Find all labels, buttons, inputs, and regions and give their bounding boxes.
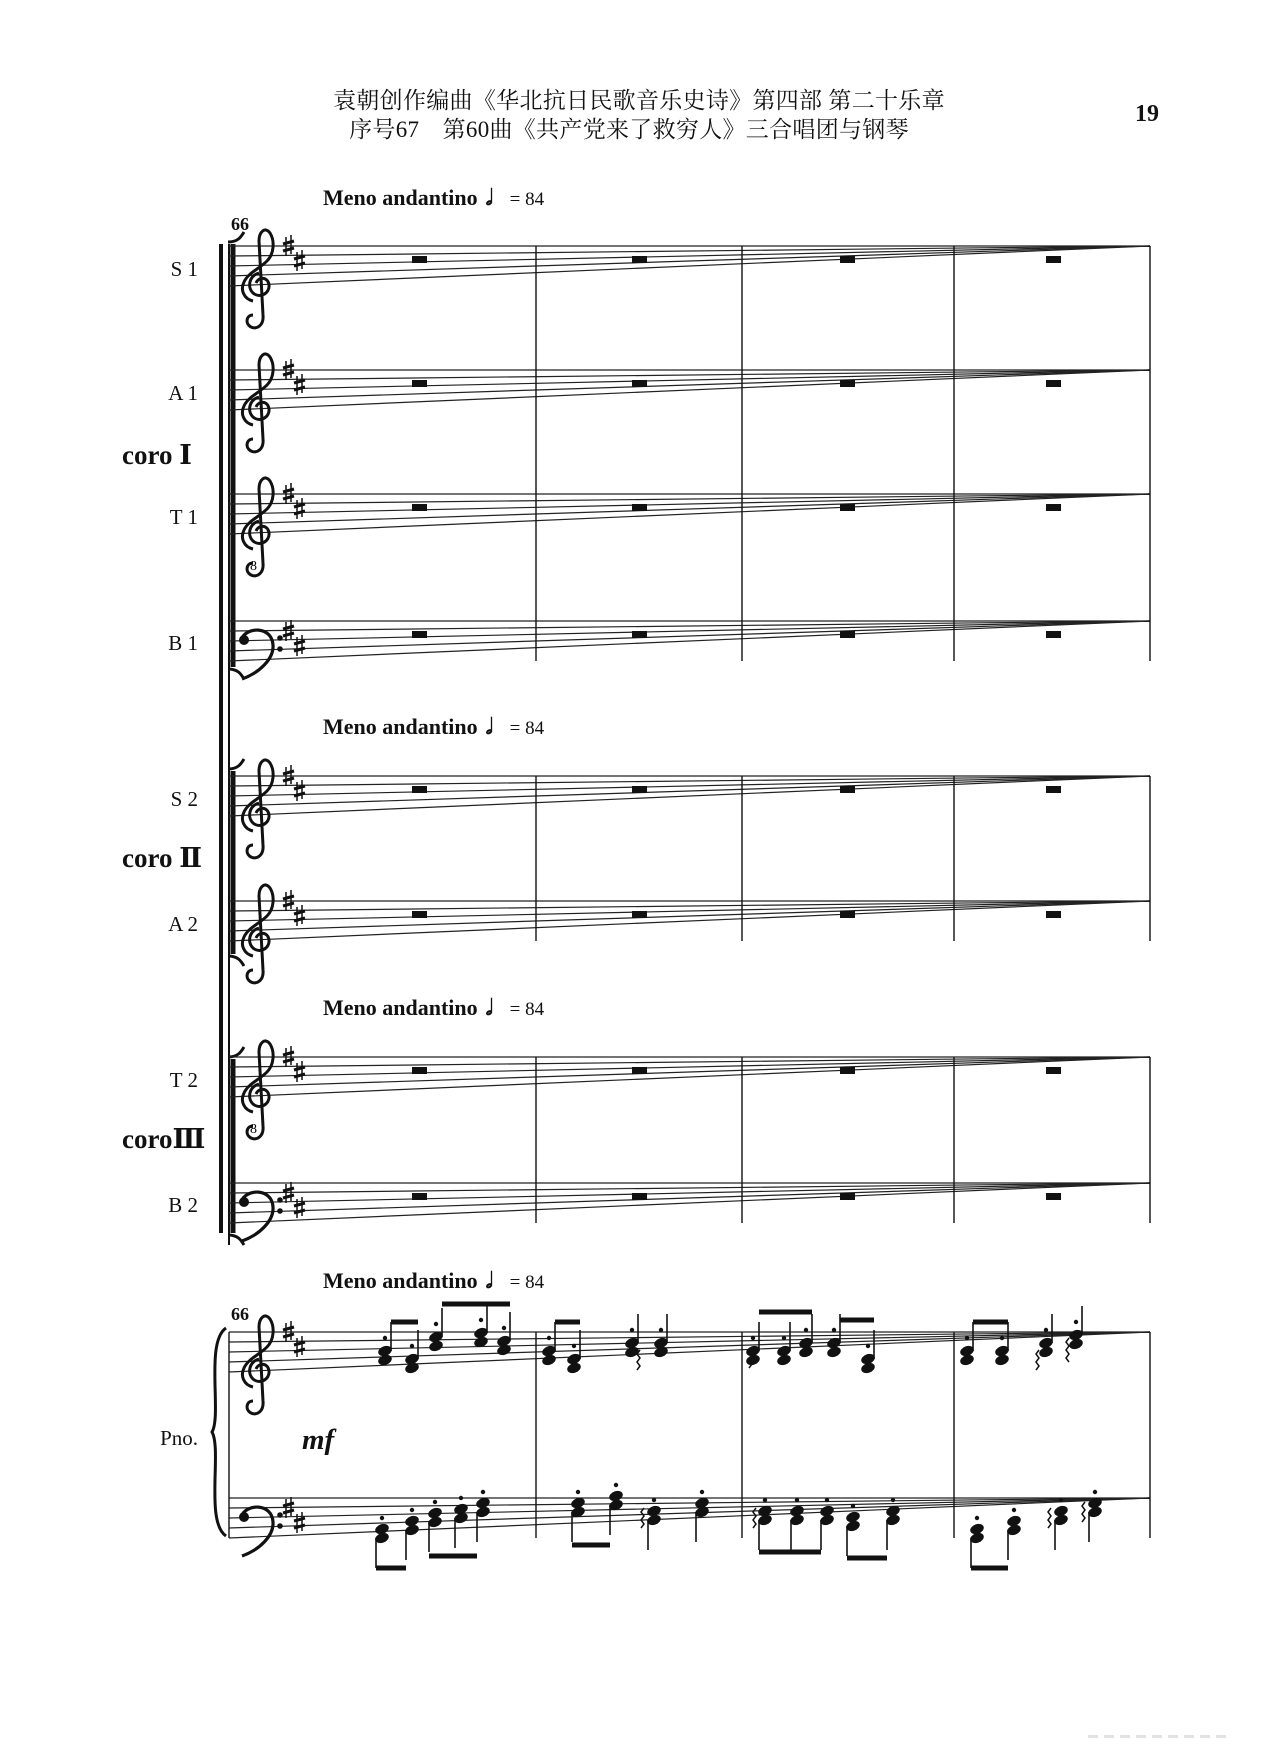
system-brackets — [212, 232, 244, 1536]
svg-text:8: 8 — [250, 559, 257, 574]
tempo-text: Meno andantino — [323, 995, 478, 1020]
header-line-2: 序号67 第60曲《共产党来了救穷人》三合唱团与钢琴 — [349, 117, 909, 142]
staff-label-b2: B 2 — [168, 1193, 198, 1217]
page-number: 19 — [1135, 101, 1159, 127]
measure-number-piano: 66 — [231, 1304, 249, 1324]
measure-number-top: 66 — [231, 214, 249, 234]
group-label-coro-1: coro Ⅰ — [122, 440, 192, 470]
staff-label-s2: S 2 — [170, 787, 198, 811]
staff-lines — [229, 246, 1150, 1538]
tempo-bpm: = 84 — [509, 718, 545, 739]
dynamic-mf: mf — [302, 1424, 335, 1456]
tempo-text: Meno andantino — [323, 185, 478, 210]
tempo-marking-coro-3 — [323, 995, 544, 1021]
half-note-icon: 𝅗𝅥 — [485, 185, 493, 210]
clefs-and-keys — [239, 230, 305, 1556]
tempo-text: Meno andantino — [323, 1268, 478, 1293]
staff-label-t2: T 2 — [169, 1068, 198, 1092]
watermark-mark — [1088, 1735, 1228, 1738]
half-note-icon: 𝅗𝅥 — [485, 714, 493, 739]
tempo-bpm: = 84 — [509, 189, 545, 210]
group-label-coro-3: coroⅢ — [122, 1124, 206, 1154]
staff-label-s1: S 1 — [170, 257, 198, 281]
staff-label-a2: A 2 — [168, 912, 198, 936]
half-note-icon: 𝅗𝅥 — [485, 1268, 493, 1293]
header-line-1: 袁朝创作编曲《华北抗日民歌音乐史诗》第四部 第二十乐章 — [333, 88, 945, 113]
tempo-text: Meno andantino — [323, 714, 478, 739]
tempo-bpm: = 84 — [509, 999, 545, 1020]
piano-left-hand-notes — [374, 1483, 1103, 1568]
tempo-marking-coro-2 — [323, 714, 544, 740]
tempo-marking-coro-1 — [323, 185, 544, 211]
group-label-coro-2: coro Ⅱ — [122, 843, 202, 873]
tempo-marking-piano — [323, 1268, 544, 1294]
half-note-icon: 𝅗𝅥 — [485, 995, 493, 1020]
staff-label-b1: B 1 — [168, 631, 198, 655]
svg-text:8: 8 — [250, 1122, 257, 1137]
barlines — [229, 246, 1150, 1538]
staff-label-t1: T 1 — [169, 505, 198, 529]
tempo-bpm: = 84 — [509, 1272, 545, 1293]
staff-label-a1: A 1 — [168, 381, 198, 405]
staff-label-piano: Pno. — [160, 1426, 198, 1450]
